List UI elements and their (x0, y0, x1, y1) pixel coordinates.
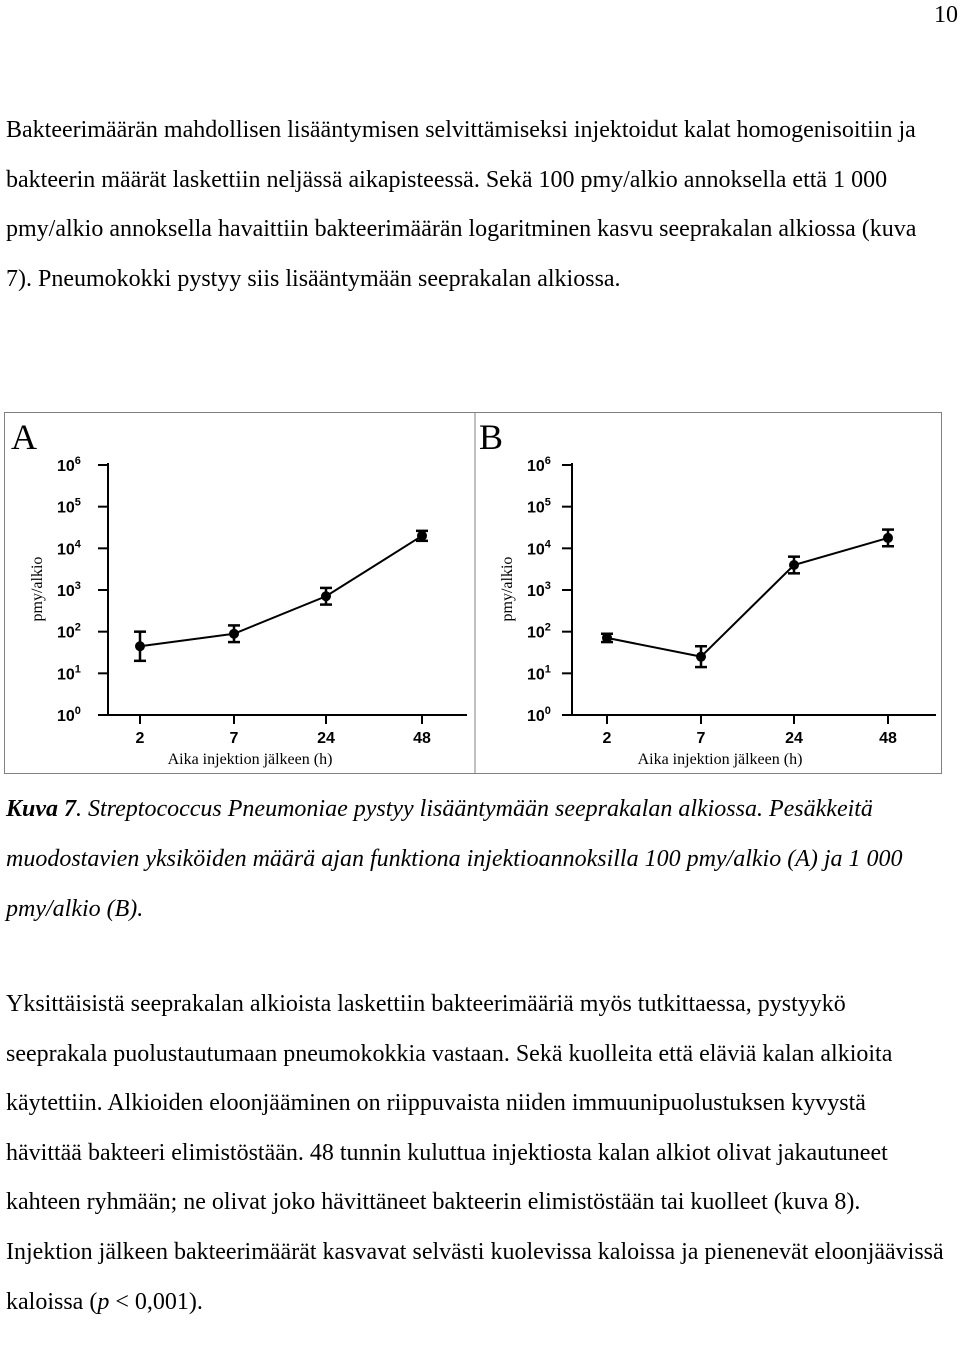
panel-b-data-point (789, 560, 799, 570)
panel-b-data-point (883, 533, 893, 543)
panel-a-y-tick-label: $10^6$ (57, 455, 81, 475)
panel-b-data-point (696, 652, 706, 662)
panel-a-x-tick-label: 2 (135, 730, 145, 747)
panel-b-y-tick-label: $10^5$ (527, 496, 551, 517)
figure-7 (4, 412, 942, 774)
paragraph-body-text: Yksittäisistä seeprakalan alkioista laskettiin bakteerimääriä myös tutkittaessa, pystyykö seeprakala puolustautumaan pneumokokkia vastaan. Sekä kuolleita että eläviä kalan alkioita käytettiin. Alkioiden eloonjääminen on riippuvaista niiden immuunipuolustuksen kyvystä hävittää bakteeri elimistöstään. 48 tunnin kuluttua injektiosta kalan alkiot olivat jakautuneet kahteen ryhmään; ne olivat joko hävittäneet bakteerin elimistöstään tai kuolleet (kuva 8). Injektion jälkeen bakteerimäärät kasvavat selvästi kuolevissa kaloissa ja pienenevät eloonjäävissä kaloissa ( (6, 991, 944, 1315)
panel-b-y-tick-label: $10^4$ (527, 538, 551, 559)
panel-a-y-tick-label: $10^2$ (57, 621, 81, 642)
panel-a-y-tick-label: $10^1$ (57, 663, 81, 684)
panel-a-x-tick-label: 24 (317, 730, 335, 747)
panel-b-x-tick-label: 2 (602, 730, 612, 747)
panel-b-y-tick-label: $10^3$ (527, 580, 551, 600)
panel-b-y-tick-label: $10^1$ (527, 663, 551, 684)
panel-a-y-tick-label: $10^5$ (57, 496, 81, 517)
panel-b-y-axis-title: pmy/alkio (499, 556, 516, 622)
panel-a-data-point (417, 531, 427, 541)
panel-a-data-point (229, 629, 239, 639)
panel-b-data-point (602, 633, 612, 643)
paragraph-body (6, 980, 946, 1327)
figure-7-charts (5, 413, 941, 773)
figure-caption (6, 784, 952, 934)
panel-b-y-tick-label: $10^6$ (527, 455, 551, 475)
panel-b-x-axis-title: Aika injektion jälkeen (h) (637, 751, 803, 768)
panel-a-series-line (140, 536, 422, 646)
panel-b-y-tick-label: $10^2$ (527, 621, 551, 642)
panel-b-y-tick-label: $10^0$ (527, 705, 551, 725)
panel-a-x-tick-label: 7 (229, 730, 239, 747)
caption-text: . Streptococcus Pneumoniae pystyy lisääntymään seeprakalan alkiossa. Pesäkkeitä muodostavien yksiköiden määrä ajan funktiona injektioannoksilla 100 pmy/alkio (A) ja 1 000 pmy/alkio (B). (6, 796, 903, 922)
panel-a-y-tick-label: $10^0$ (57, 705, 81, 725)
panel-a-y-tick-label: $10^3$ (57, 580, 81, 600)
paragraph-intro: Bakteerimäärän mahdollisen lisääntymisen selvittämiseksi injektoidut kalat homogenisoitiin ja bakteerin määrät laskettiin neljässä aikapisteessä. Sekä 100 pmy/alkio annoksella että 1 000 pmy/alkio annoksella havaittiin bakteerimäärän logaritminen kasvu seeprakalan alkiossa (kuva 7). Pneumokokki pystyy siis lisääntymään seeprakalan alkiossa. (6, 117, 917, 292)
page-number: 10 (934, 2, 958, 28)
paragraph-body-end: < 0,001). (109, 1288, 203, 1315)
panel-b-x-tick-label: 7 (696, 730, 706, 747)
panel-a-data-point (321, 591, 331, 601)
caption-label: Kuva 7 (6, 796, 77, 822)
panel-b-series-line (607, 538, 888, 657)
panel-a-data-point (135, 641, 145, 651)
panel-a-letter: A (11, 417, 37, 457)
panel-b-letter: B (479, 417, 504, 457)
panel-a-x-tick-label: 48 (413, 730, 431, 747)
panel-a-x-axis-title: Aika injektion jälkeen (h) (167, 751, 333, 768)
panel-b-x-tick-label: 48 (879, 730, 897, 747)
p-value-symbol: p (97, 1288, 110, 1315)
panel-a-y-axis-title: pmy/alkio (29, 556, 46, 622)
panel-a-y-tick-label: $10^4$ (57, 538, 81, 559)
panel-b-x-tick-label: 24 (785, 730, 803, 747)
